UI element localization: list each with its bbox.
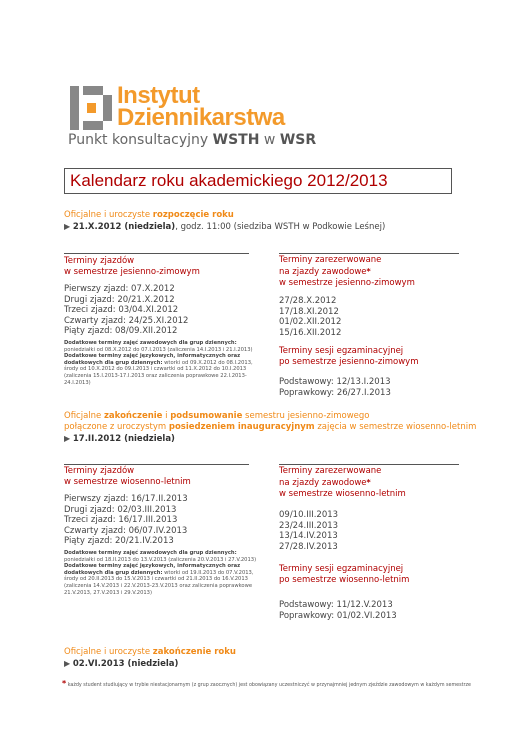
footnote-star-icon: * xyxy=(366,478,371,487)
list-item: Czwarty zjazd: 06/07.IV.2013 xyxy=(64,525,188,536)
triangle-bullet-icon: ▶ xyxy=(64,659,71,668)
triangle-bullet-icon: ▶ xyxy=(64,434,71,443)
list-item: 09/10.III.2013 xyxy=(279,510,339,520)
opening-heading: Oficjalne i uroczyste rozpoczęcie roku xyxy=(64,210,234,220)
list-item: Podstawowy: 12/13.I.2013 xyxy=(279,377,391,387)
list-item: Pierwszy zjazd: 16/17.II.2013 xyxy=(64,494,188,504)
spring-reserved-title: Terminy zarezerwowane na zjazdy zawodowe* w semestrze wiosenno-letnim xyxy=(279,466,406,499)
list-item: Piąty zjazd: 08/09.XII.2012 xyxy=(64,326,178,336)
spring-reserved-list xyxy=(279,510,338,552)
list-item: 27/28.IV.2013 xyxy=(279,541,338,552)
list-item: 23/24.III.2013 xyxy=(279,520,339,531)
fall-zjazdy-title: Terminy zjazdów w semestrze jesienno-zimowym xyxy=(64,256,200,277)
fall-zjazdy-list xyxy=(64,284,188,337)
list-item: 13/14.IV.2013 xyxy=(279,531,338,541)
fall-exam-list xyxy=(279,377,391,398)
list-item: Piąty zjazd: 20/21.IV.2013 xyxy=(64,536,174,546)
fall-exam-title: Terminy sesji egzaminacyjnej po semestrze jesienno-zimowym xyxy=(279,346,419,367)
list-item: 15/16.XII.2012 xyxy=(279,327,342,338)
triangle-bullet-icon: ▶ xyxy=(64,222,71,231)
fall-additional-notes: Dodatkowe terminy zajęć zawodowych dla grup dziennych: poniedziałki od 08.X.2012 do 07.I.2013 (zaliczenia 14.I.2013 i 21.I.2013) Dodatkowe terminy zajęć językowych, informatycznych oraz dodatkowych dla grup dziennych: wtorki od 09.X.2012 do 08.I.2013, środy od 10.X.2012 do 09.I.2013 i czwartki od 11.X.2012 do 10.I.2013 (zaliczenia 15.I.2013-17.I.2013 oraz zaliczenia poprawkowe 22.I.2013-24.I.2013) xyxy=(64,340,253,386)
logo-text-line1: Instytut xyxy=(117,82,200,109)
fall-reserved-list xyxy=(279,296,341,338)
footnote: * każdy student studiujący w trybie niestacjonarnym (z grup zaocznych) jest obowiązany uczestniczyć w przynajmniej jednym zjeździe zawodowym w każdym semestrze xyxy=(62,679,471,688)
logo-text-line2: Dziennikarstwa xyxy=(117,104,285,131)
divider-spring-left xyxy=(64,464,249,465)
midyear-heading-line1: Oficjalne zakończenie i podsumowanie semestru jesienno-zimowego xyxy=(64,411,370,421)
spring-exam-title: Terminy sesji egzaminacyjnej po semestrze wiosenno-letnim xyxy=(279,564,410,585)
consultation-point-subtitle: Punkt konsultacyjny WSTH w WSR xyxy=(68,132,317,148)
list-item: 27/28.X.2012 xyxy=(279,296,337,306)
spring-zjazdy-list xyxy=(64,494,188,547)
opening-date-line: ▶ 21.X.2012 (niedziela), godz. 11:00 (siedziba WSTH w Podkowie Leśnej) xyxy=(64,222,386,232)
midyear-heading-line2: połączone z uroczystym posiedzeniem inauguracyjnym zajęcia w semestrze wiosenno-letnim xyxy=(64,422,477,432)
footnote-star-icon: * xyxy=(366,267,371,276)
closing-date-line: ▶ 02.VI.2013 (niedziela) xyxy=(64,659,179,669)
institute-logo-mark-icon xyxy=(70,86,114,130)
list-item: 01/02.XII.2012 xyxy=(279,317,342,327)
list-item: Pierwszy zjazd: 07.X.2012 xyxy=(64,284,175,294)
list-item: Drugi zjazd: 20/21.X.2012 xyxy=(64,294,175,305)
spring-exam-list xyxy=(279,600,397,621)
list-item: Trzeci zjazd: 03/04.XI.2012 xyxy=(64,305,179,315)
divider-spring-right xyxy=(279,464,459,465)
page-title: Kalendarz roku akademickiego 2012/2013 xyxy=(70,171,388,190)
footnote-star-icon: * xyxy=(62,679,67,688)
closing-heading: Oficjalne i uroczyste zakończenie roku xyxy=(64,647,236,657)
list-item: Poprawkowy: 26/27.I.2013 xyxy=(279,387,391,398)
fall-reserved-title: Terminy zarezerwowane na zjazdy zawodowe* w semestrze jesienno-zimowym xyxy=(279,255,415,288)
list-item: Poprawkowy: 01/02.VI.2013 xyxy=(279,610,397,621)
list-item: Drugi zjazd: 02/03.III.2013 xyxy=(64,504,177,515)
list-item: Czwarty zjazd: 24/25.XI.2012 xyxy=(64,315,189,326)
spring-additional-notes: Dodatkowe terminy zajęć zawodowych dla grup dziennych: poniedziałki od 18.II.2013 do 13.V.2013 (zaliczenia 20.V.2013 i 27.V.2013) Dodatkowe terminy zajęć językowych, informatycznych oraz dodatkowych dla grup dziennych: wtorki od 19.II.2013 do 07.V.2013, środy od 20.II.2013 do 15.V.2013 i czwartki od 21.II.2013 do 16.V.2013 (zaliczenia 14.V.2013 i 22.V.2013-23.V.2013 oraz zaliczenia poprawkowe 21.V.2013, 27.V.2013 i 29.V.2013) xyxy=(64,550,257,596)
list-item: Trzeci zjazd: 16/17.III.2013 xyxy=(64,515,178,525)
midyear-date-line: ▶ 17.II.2012 (niedziela) xyxy=(64,434,175,444)
divider-fall-right xyxy=(279,253,459,254)
divider-fall-left xyxy=(64,253,249,254)
list-item: 17/18.XI.2012 xyxy=(279,306,339,317)
list-item: Podstawowy: 11/12.V.2013 xyxy=(279,600,393,610)
spring-zjazdy-title: Terminy zjazdów w semestrze wiosenno-letnim xyxy=(64,466,191,487)
